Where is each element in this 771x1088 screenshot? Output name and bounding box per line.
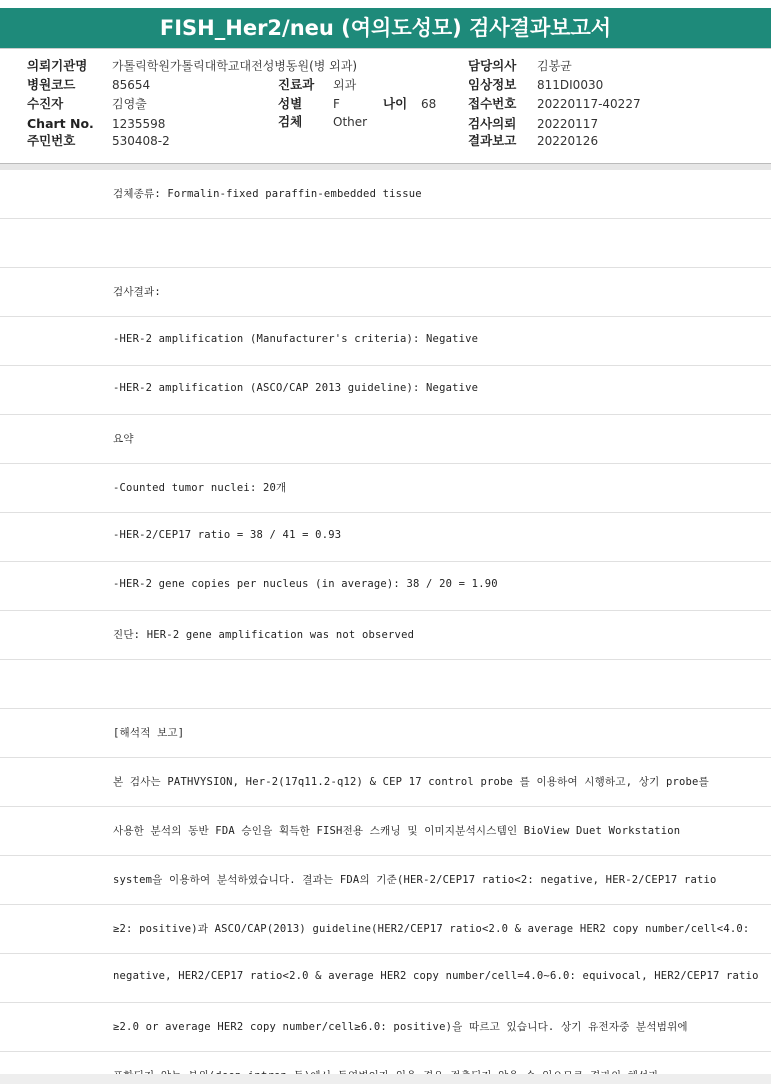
report-line bbox=[0, 562, 771, 611]
department-label: 진료과 bbox=[278, 77, 315, 92]
report-line bbox=[0, 660, 771, 709]
report-line-text: system을 이용하여 분석하였습니다. 결과는 FDA의 기준(HER-2/CEP17 ratio<2: negative, HER-2/CEP17 ratio bbox=[113, 874, 717, 886]
report-line bbox=[0, 954, 771, 1003]
specimen-label: 검체 bbox=[278, 114, 303, 129]
report-line-text: negative, HER2/CEP17 ratio<2.0 & average HER2 copy number/cell=4.0~6.0: equivocal, HER2/CEP17 ratio bbox=[113, 970, 759, 982]
report-line bbox=[0, 415, 771, 464]
receipt-value: 20220117-40227 bbox=[537, 97, 641, 111]
age-value: 68 bbox=[421, 97, 437, 111]
report-date-value: 20220126 bbox=[537, 134, 599, 148]
report-line bbox=[0, 513, 771, 562]
report-line bbox=[0, 611, 771, 660]
report-line bbox=[0, 758, 771, 807]
chart-value: 1235598 bbox=[112, 117, 166, 131]
patient-info-panel bbox=[0, 48, 771, 163]
patient-label: 수진자 bbox=[27, 96, 64, 111]
report-line-text: -HER-2 amplification (Manufacturer's criteria): Negative bbox=[113, 333, 479, 345]
report-line-text: 요약 bbox=[113, 433, 134, 445]
request-value: 20220117 bbox=[537, 117, 599, 131]
receipt-label: 접수번호 bbox=[468, 96, 517, 111]
report-line bbox=[0, 464, 771, 513]
report-line bbox=[0, 905, 771, 954]
report-body bbox=[0, 170, 771, 1088]
report-line bbox=[0, 268, 771, 317]
institution-label: 의뢰기관명 bbox=[27, 58, 88, 73]
report-line bbox=[0, 170, 771, 219]
report-line bbox=[0, 856, 771, 905]
report-line-text: 검체종류: Formalin-fixed paraffin-embedded tissue bbox=[113, 188, 422, 200]
report-line bbox=[0, 807, 771, 856]
sex-label: 성별 bbox=[278, 96, 303, 111]
report-line-text: 사용한 분석의 동반 FDA 승인을 획득한 FISH전용 스캐닝 및 이미지분석시스템인 BioView Duet Workstation bbox=[113, 825, 681, 837]
report-line bbox=[0, 709, 771, 758]
rrn-value: 530408-2 bbox=[112, 134, 170, 148]
report-line bbox=[0, 1003, 771, 1052]
report-line bbox=[0, 366, 771, 415]
report-line bbox=[0, 219, 771, 268]
specimen-value: Other bbox=[333, 115, 368, 129]
hospital-code-value: 85654 bbox=[112, 78, 151, 92]
report-line bbox=[0, 317, 771, 366]
report-line-text: 본 검사는 PATHVYSION, Her-2(17q11.2-q12) & CEP 17 control probe 를 이용하여 시행하고, 상기 probe를 bbox=[113, 776, 709, 788]
department-value: 외과 bbox=[333, 78, 357, 92]
report-line-text: -Counted tumor nuclei: 20개 bbox=[113, 482, 287, 494]
horizontal-scrollbar-track[interactable] bbox=[0, 1074, 771, 1084]
report-title: FISH_Her2/neu (여의도성모) 검사결과보고서 bbox=[0, 8, 771, 48]
report-line-text: [해석적 보고] bbox=[113, 727, 185, 739]
institution-value: 가톨릭학원가톨릭대학교대전성병동원(병 외과) bbox=[112, 59, 358, 73]
sex-value: F bbox=[333, 97, 340, 111]
doctor-label: 담당의사 bbox=[468, 58, 517, 73]
request-label: 검사의뢰 bbox=[468, 116, 517, 131]
report-line-text: ≥2.0 or average HER2 copy number/cell≥6.0: positive)을 따르고 있습니다. 상기 유전자중 분석범위에 bbox=[113, 1021, 688, 1033]
clinical-value: 811DI0030 bbox=[537, 78, 604, 92]
patient-value: 김영출 bbox=[112, 97, 147, 111]
chart-label: Chart No. bbox=[27, 116, 94, 131]
clinical-label: 임상정보 bbox=[468, 77, 517, 92]
age-label: 나이 bbox=[383, 96, 408, 111]
report-line-text: -HER-2/CEP17 ratio = 38 / 41 = 0.93 bbox=[113, 529, 342, 541]
report-line-text: 진단: HER-2 gene amplification was not observed bbox=[113, 629, 415, 641]
doctor-value: 김봉균 bbox=[537, 59, 572, 73]
hospital-code-label: 병원코드 bbox=[27, 77, 76, 92]
report-date-label: 결과보고 bbox=[468, 133, 517, 148]
rrn-label: 주민번호 bbox=[27, 133, 76, 148]
report-line-text: -HER-2 amplification (ASCO/CAP 2013 guideline): Negative bbox=[113, 382, 479, 394]
report-line-text: -HER-2 gene copies per nucleus (in average): 38 / 20 = 1.90 bbox=[113, 578, 498, 590]
header-divider bbox=[0, 163, 771, 170]
report-line-text: ≥2: positive)과 ASCO/CAP(2013) guideline(HER2/CEP17 ratio<2.0 & average HER2 copy number/cell<4.0: bbox=[113, 923, 750, 935]
report-line-text: 검사결과: bbox=[113, 286, 161, 298]
